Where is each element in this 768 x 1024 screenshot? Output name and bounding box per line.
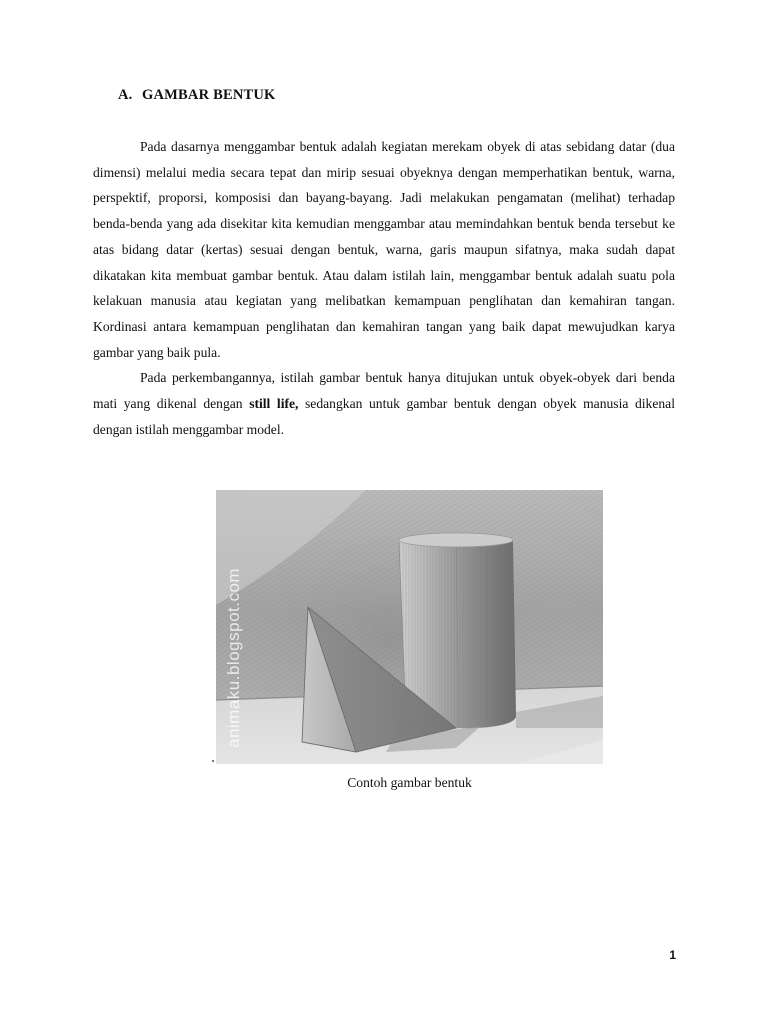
- figure-caption: Contoh gambar bentuk: [347, 775, 472, 790]
- page-number: 1: [669, 948, 676, 962]
- paragraph-2-after: sedangkan untuk gambar bentuk dengan obyek manusia dikenal dengan istilah menggambar model.: [93, 396, 675, 437]
- paragraph-2-bold-term: still life,: [249, 396, 299, 412]
- paragraph-1: Pada dasarnya menggambar bentuk adalah kegiatan merekam obyek di atas sebidang datar (dua dimensi) melalui media secara tepat dan mirip sesuai obyeknya dengan memperhatikan bentuk, warna, perspektif, proporsi, komposisi dan bayang-bayang. Jadi melakukan pengamatan (melihat) terhadap benda-benda yang ada disekitar kita kemudian menggambar atau memindahkan bentuk benda tersebut ke atas bidang datar (kertas) sesuai dengan bentuk, warna, garis maupun sifatnya, maka sudah dapat dikatakan kita membuat gambar bentuk. Atau dalam istilah lain, menggambar bentuk adalah suatu pola kelakuan manusia atau kegiatan yang melibatkan kemampuan penglihatan dan kemahiran tangan. Kordinasi antara kemampuan penglihatan dan kemahiran tangan yang baik dapat mewujudkan karya gambar yang baik pula.: [93, 139, 675, 360]
- section-title: GAMBAR BENTUK: [142, 87, 276, 103]
- paragraph-2: [93, 365, 675, 442]
- stray-dot: [212, 760, 214, 762]
- drawing-illustration: [216, 490, 603, 764]
- section-letter: A.: [118, 87, 133, 103]
- figure-pencil-drawing: [216, 490, 603, 764]
- body-text: [93, 134, 675, 442]
- paragraph-2-before: Pada perkembangannya, istilah gambar bentuk hanya ditujukan untuk obyek-obyek dari benda mati yang dikenal dengan: [93, 370, 675, 412]
- watermark-text: animaku.blogspot.com: [224, 567, 243, 748]
- section-heading: [118, 87, 276, 104]
